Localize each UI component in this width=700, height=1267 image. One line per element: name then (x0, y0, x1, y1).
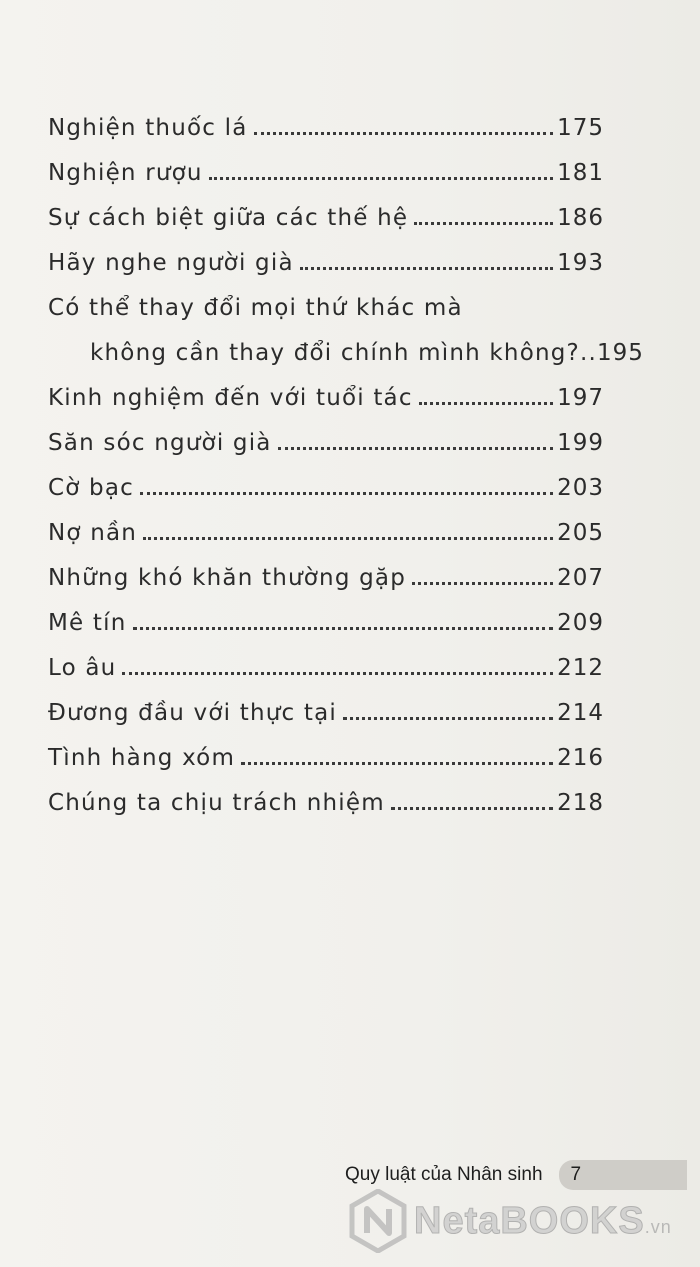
dot-leader (391, 807, 553, 810)
toc-title: Đương đầu với thực tại (48, 700, 337, 726)
toc-page-number: 175 (557, 115, 604, 141)
toc-entry-listen-elders (48, 231, 604, 276)
toc-entry-smoking (48, 96, 604, 141)
watermark-brand: NetaBOOKS.vn (414, 1199, 672, 1242)
toc-entry-reality (48, 681, 604, 726)
dot-leader (419, 402, 553, 405)
toc-page-number: 195 (596, 340, 644, 366)
toc-entry-difficulties (48, 546, 604, 591)
toc-page-number: 207 (557, 565, 604, 591)
toc-title: Nghiện rượu (48, 160, 203, 186)
toc-page-number: 212 (557, 655, 604, 681)
toc-entry-generation-gap (48, 186, 604, 231)
dot-leader (412, 582, 553, 585)
toc-page-number: 218 (557, 790, 604, 816)
dot-leader (209, 177, 553, 180)
toc-title: Những khó khăn thường gặp (48, 565, 407, 591)
dot-leader (300, 267, 553, 270)
toc-title: Cờ bạc (48, 475, 134, 501)
toc-title-line1: Có thể thay đổi mọi thứ khác mà (48, 295, 463, 321)
page-number: 7 (559, 1160, 687, 1190)
dot-leader (140, 492, 553, 495)
toc-title: Chúng ta chịu trách nhiệm (48, 790, 385, 816)
toc-entry-superstition (48, 591, 604, 636)
table-of-contents (48, 96, 644, 816)
toc-entry-anxiety (48, 636, 604, 681)
toc-title: Nợ nần (48, 520, 138, 546)
toc-page-number: 193 (557, 250, 604, 276)
dot-leader (343, 717, 553, 720)
toc-title: không cần thay đổi chính mình không?.. (90, 340, 597, 366)
toc-page-number: 209 (557, 610, 604, 636)
toc-page-number: 214 (557, 700, 604, 726)
toc-page-number: 199 (557, 430, 604, 456)
toc-title: Lo âu (48, 655, 117, 681)
toc-entry-experience (48, 366, 604, 411)
toc-entry-alcohol (48, 141, 604, 186)
toc-page-number: 203 (557, 475, 604, 501)
dot-leader (143, 537, 553, 540)
dot-leader (133, 627, 554, 630)
toc-title: Kinh nghiệm đến với tuổi tác (48, 385, 413, 411)
running-book-title: Quy luật của Nhân sinh (345, 1164, 543, 1185)
toc-title: Mê tín (48, 610, 127, 636)
toc-title: Tình hàng xóm (48, 745, 236, 771)
netabooks-logo-icon (348, 1189, 408, 1253)
toc-entry-elder-care (48, 411, 604, 456)
toc-page-number: 197 (557, 385, 604, 411)
toc-entry-neighbors (48, 726, 604, 771)
toc-entry-change-line1 (48, 276, 604, 321)
toc-title: Săn sóc người già (48, 430, 272, 456)
toc-entry-debt (48, 501, 604, 546)
toc-entry-responsibility (48, 771, 604, 816)
dot-leader (241, 762, 553, 765)
toc-page-number: 216 (557, 745, 604, 771)
dot-leader (122, 672, 553, 675)
dot-leader (414, 222, 553, 225)
toc-title: Nghiện thuốc lá (48, 115, 248, 141)
toc-page-number: 181 (557, 160, 604, 186)
toc-title: Hãy nghe người già (48, 250, 294, 276)
toc-page-number: 205 (557, 520, 604, 546)
netabooks-watermark (348, 1186, 688, 1256)
toc-entry-change (48, 321, 644, 366)
dot-leader (278, 447, 553, 450)
toc-entry-gambling (48, 456, 604, 501)
toc-page-number: 186 (557, 205, 604, 231)
dot-leader (254, 132, 554, 135)
toc-title: Sự cách biệt giữa các thế hệ (48, 205, 409, 231)
